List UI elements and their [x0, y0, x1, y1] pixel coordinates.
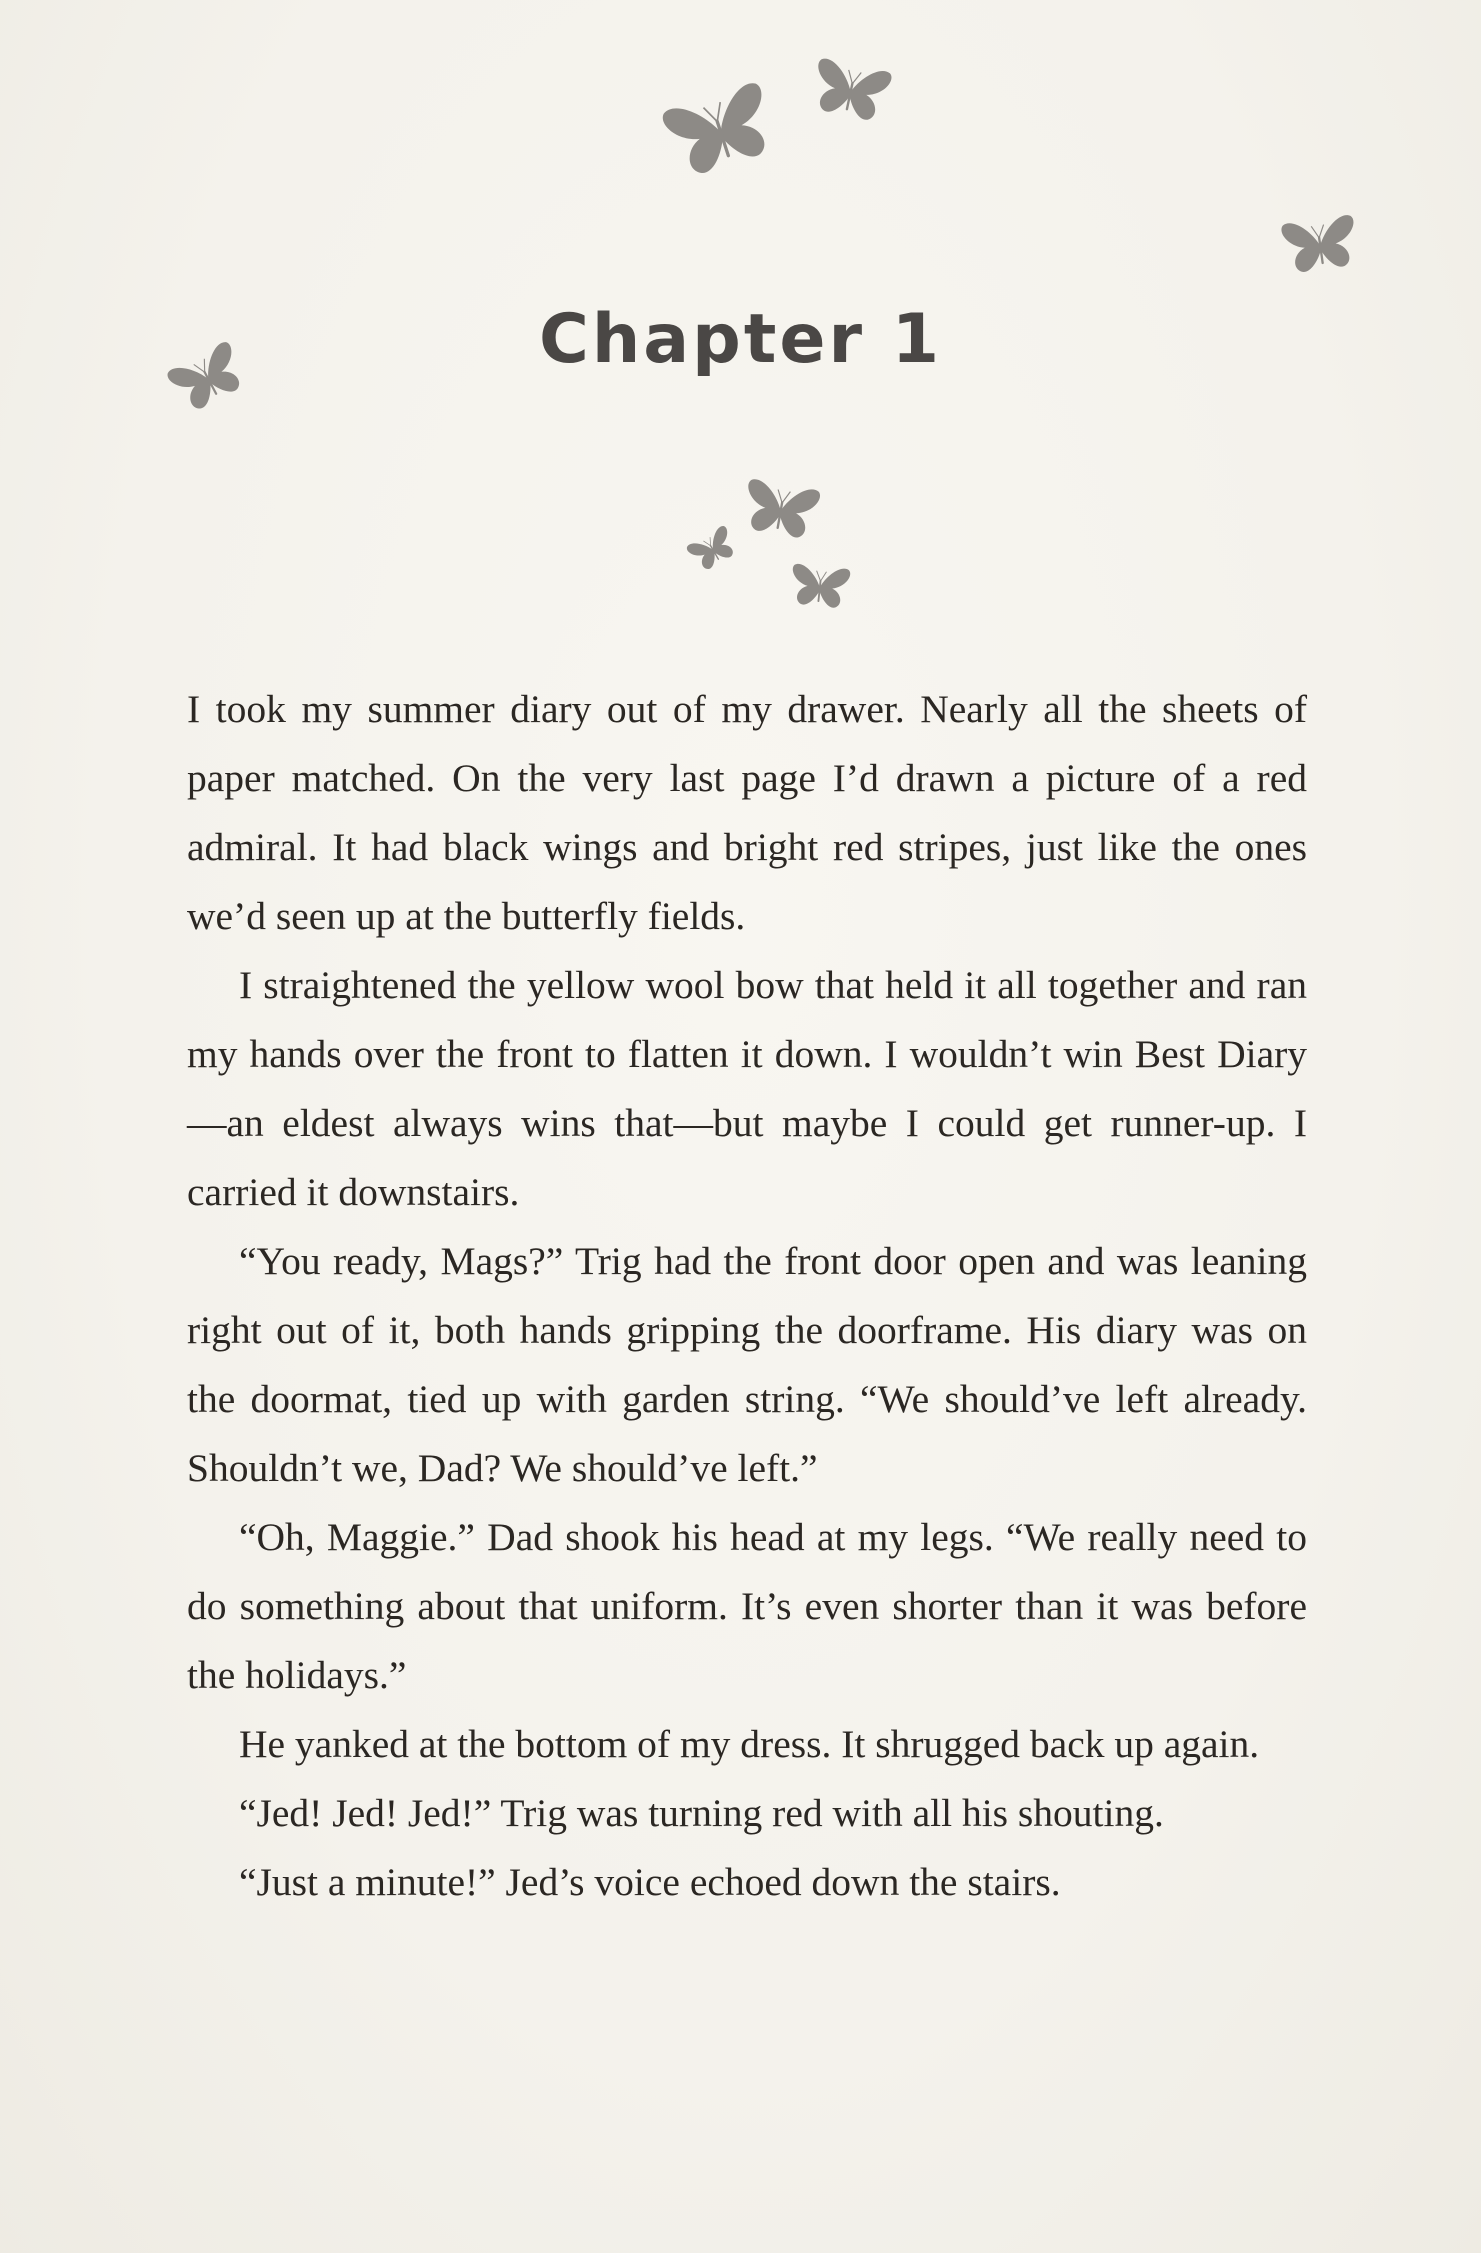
butterfly-icon: [641, 58, 799, 203]
butterfly-icon: [798, 41, 905, 138]
paragraph: I took my summer diary out of my drawer. Nearly all the sheets of paper matched. On the very last page I’d drawn a picture of a red admiral. It had black wings and bright red stripes, just like the ones we’d seen up at the butterfly fields.: [187, 687, 1307, 938]
butterfly-icon: [1270, 199, 1370, 289]
paragraph: “Oh, Maggie.” Dad shook his head at my legs. “We really need to do something about that uniform. It’s even shorter than it was before the holidays.”: [187, 1515, 1307, 1697]
paragraph: “You ready, Mags?” Trig had the front door open and was leaning right out of it, both hands gripping the doorframe. His diary was on the doormat, tied up with garden string. “We should’ve left already. Shouldn’t we, Dad? We should’ve left.”: [187, 1239, 1307, 1490]
paragraph: “Just a minute!” Jed’s voice echoed down the stairs.: [239, 1860, 1061, 1904]
paragraph: I straightened the yellow wool bow that held it all together and ran my hands over the front to flatten it down. I wouldn’t win Best Diary—an eldest always wins that—but maybe I could get runner-up. I carried it downstairs.: [187, 963, 1307, 1214]
chapter-body: [187, 675, 1307, 1917]
chapter-title: Chapter 1: [538, 300, 943, 379]
butterfly-icon: [782, 552, 858, 621]
butterfly-icon: [734, 463, 828, 554]
paragraph: He yanked at the bottom of my dress. It shrugged back up again.: [239, 1722, 1260, 1766]
paragraph: “Jed! Jed! Jed!” Trig was turning red with all his shouting.: [239, 1791, 1164, 1835]
